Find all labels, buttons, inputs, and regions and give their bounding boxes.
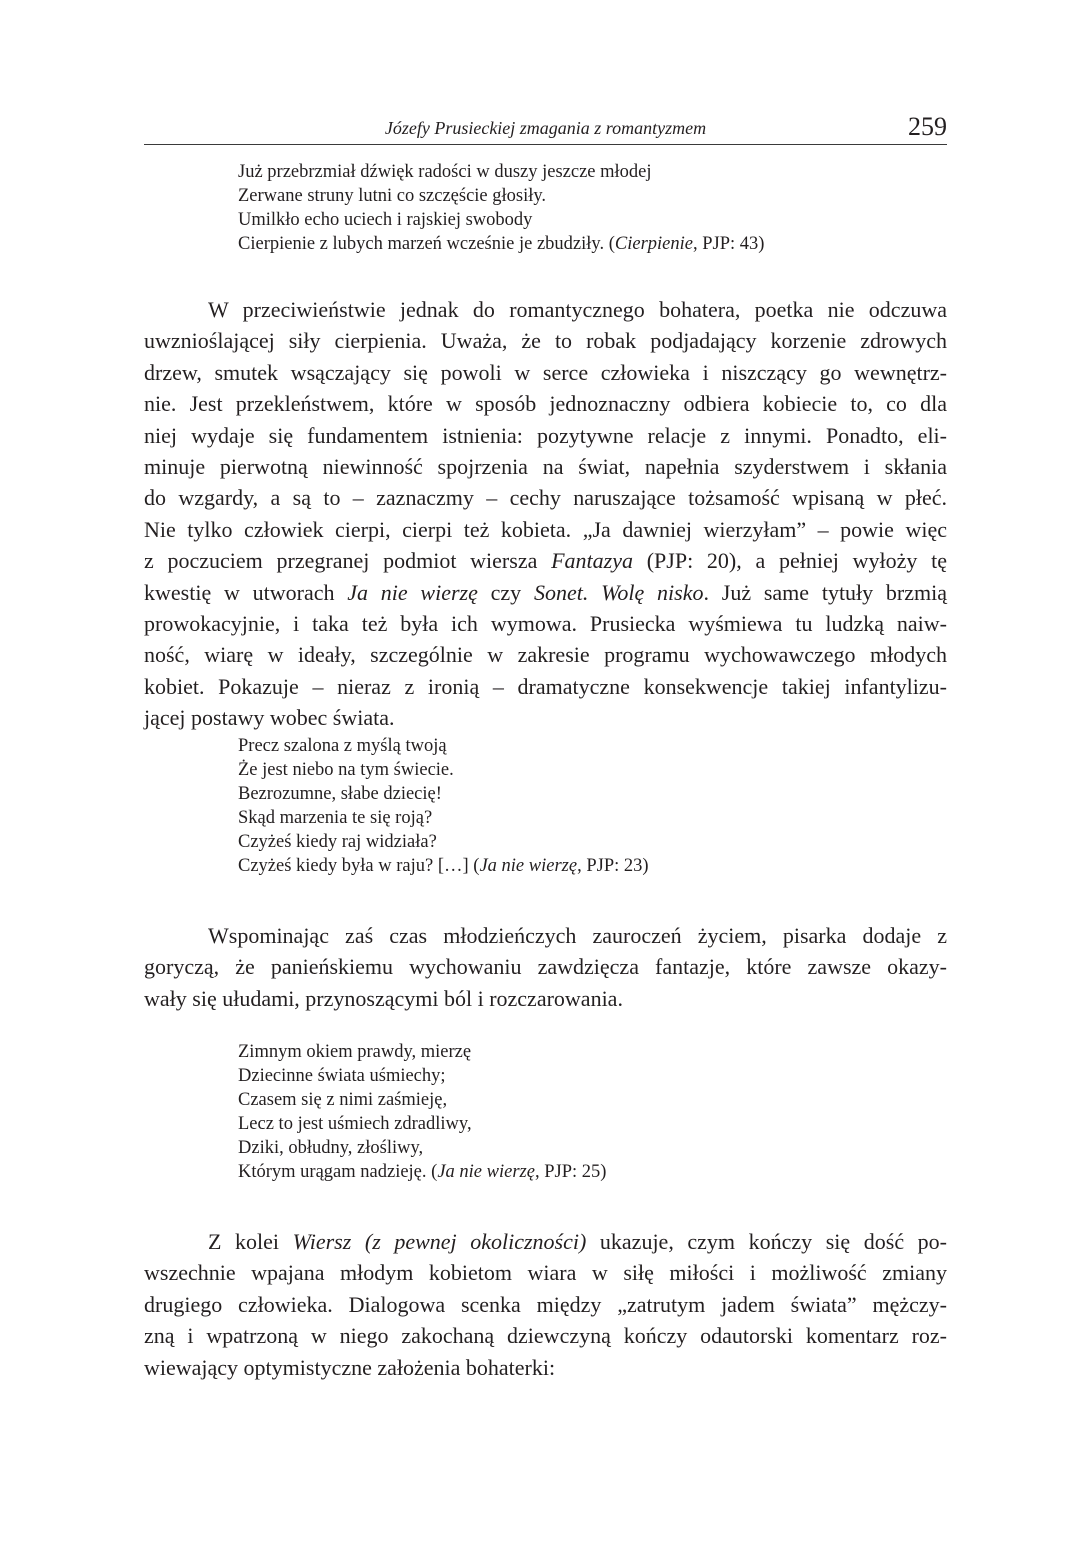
body-paragraph (144, 920, 947, 1014)
text-line: ność, wiarę w ideały, szczególnie w zakresie programu wychowawczego młodych (144, 642, 947, 668)
poem-line: Zimnym okiem prawdy, mierzę (238, 1042, 472, 1062)
poem-quote-cierpienie (238, 160, 764, 256)
body-paragraph (144, 1226, 947, 1383)
poem-line: Czyżeś kiedy była w raju? […] (Ja nie wierzę, PJP: 23) (238, 856, 649, 876)
text-line: wiewający optymistyczne założenia bohaterki: (144, 1354, 556, 1380)
text-line: jącej postawy wobec świata. (144, 705, 395, 731)
citation-title: Cierpienie (614, 234, 693, 254)
body-paragraph (144, 294, 947, 734)
poem-line: Bezrozumne, słabe dziecię! (238, 784, 442, 804)
poem-line: Umilkło echo uciech i rajskiej swobody (238, 210, 533, 230)
text-line: goryczą, że panieńskiemu wychowaniu zawdzięcza fantazje, które zawsze okazy- (144, 954, 947, 980)
text-line: Nie tylko człowiek cierpi, cierpi też kobieta. „Ja dawniej wierzyłam” – powie więc (144, 516, 947, 542)
text-line: nie. Jest przekleństwem, które w sposób jednoznaczny odbiera kobiecie to, co dla (144, 391, 947, 417)
poem-line: Zerwane struny lutni co szczęście głosiły. (238, 186, 547, 206)
poem-line: Precz szalona z myślą twoją (238, 736, 447, 756)
text-line: z poczuciem przegranej podmiot wiersza Fantazya (PJP: 20), a pełniej wyłoży tę (144, 548, 947, 574)
text-line: do wzgardy, a są to – zaznaczmy – cechy naruszające tożsamość wpisaną w płeć. (144, 485, 947, 511)
text-line: uwznioślającej siły cierpienia. Uważa, że to robak podjadający korzenie zdrowych (144, 328, 947, 354)
poem-line: Już przebrzmiał dźwięk radości w duszy jeszcze młodej (238, 162, 652, 182)
text-line: wały się ułudami, przynoszącymi ból i rozczarowania. (144, 985, 623, 1011)
text-line: niej wydaje się fundamentem istnienia: pozytywne relacje z innymi. Ponadto, eli- (144, 422, 947, 448)
text-line: wszechnie wpajana młodym kobietom wiara w siłę miłości i możliwość zmiany (144, 1260, 947, 1286)
text-line: Wspominając zaś czas młodzieńczych zauroczeń życiem, pisarka dodaje z (208, 923, 947, 948)
poem-line: Czyżeś kiedy raj widziała? (238, 832, 437, 852)
text-line: minuje pierwotną niewinność spojrzenia na świat, napełnia szyderstwem i skłania (144, 454, 947, 480)
citation-title: Ja nie wierzę (479, 856, 578, 876)
poem-line: Lecz to jest uśmiech zdradliwy, (238, 1114, 472, 1134)
running-header (144, 112, 947, 145)
poem-line: Dziki, obłudny, złośliwy, (238, 1138, 424, 1158)
poem-line: Czasem się z nimi zaśmieję, (238, 1090, 448, 1110)
poem-line: Którym urągam nadzieję. (Ja nie wierzę, PJP: 25) (238, 1162, 607, 1182)
poem-line: Skąd marzenia te się roją? (238, 808, 433, 828)
text-line: kwestię w utworach Ja nie wierzę czy Sonet. Wolę nisko. Już same tytuły brzmią (144, 579, 948, 605)
text-line: W przeciwieństwie jednak do romantycznego bohatera, poetka nie odczuwa (208, 297, 947, 322)
text-line: Z kolei Wiersz (z pewnej okoliczności) ukazuje, czym kończy się dość po- (208, 1229, 947, 1254)
page-number: 259 (908, 112, 947, 141)
poem-quote-ja-nie-wierze-1 (238, 734, 649, 878)
poem-line: Że jest niebo na tym świecie. (238, 760, 454, 780)
running-title: Józefy Prusieckiej zmagania z romantyzmem (384, 118, 707, 138)
citation-title: Ja nie wierzę (437, 1162, 535, 1182)
poem-line: Dziecinne świata uśmiechy; (238, 1066, 446, 1086)
text-line: prowokacyjnie, i taka też była ich wymowa. Prusiecka wyśmiewa tu ludzką naiw- (144, 611, 947, 637)
text-line: zną i wpatrzoną w niego zakochaną dziewczyną kończy odautorski komentarz roz- (144, 1323, 947, 1349)
poem-line: Cierpienie z lubych marzeń wcześnie je zbudziły. (Cierpienie, PJP: 43) (238, 234, 765, 254)
text-line: drugiego człowieka. Dialogowa scenka między „zatrutym jadem świata” mężczy- (144, 1291, 947, 1317)
text-line: drzew, smutek wsączający się powoli w serce człowieka i niszczący go wewnętrz- (144, 359, 947, 385)
text-line: kobiet. Pokazuje – nieraz z ironią – dramatyczne konsekwencje takiej infantylizu- (144, 673, 947, 699)
poem-quote-ja-nie-wierze-2 (238, 1040, 606, 1184)
